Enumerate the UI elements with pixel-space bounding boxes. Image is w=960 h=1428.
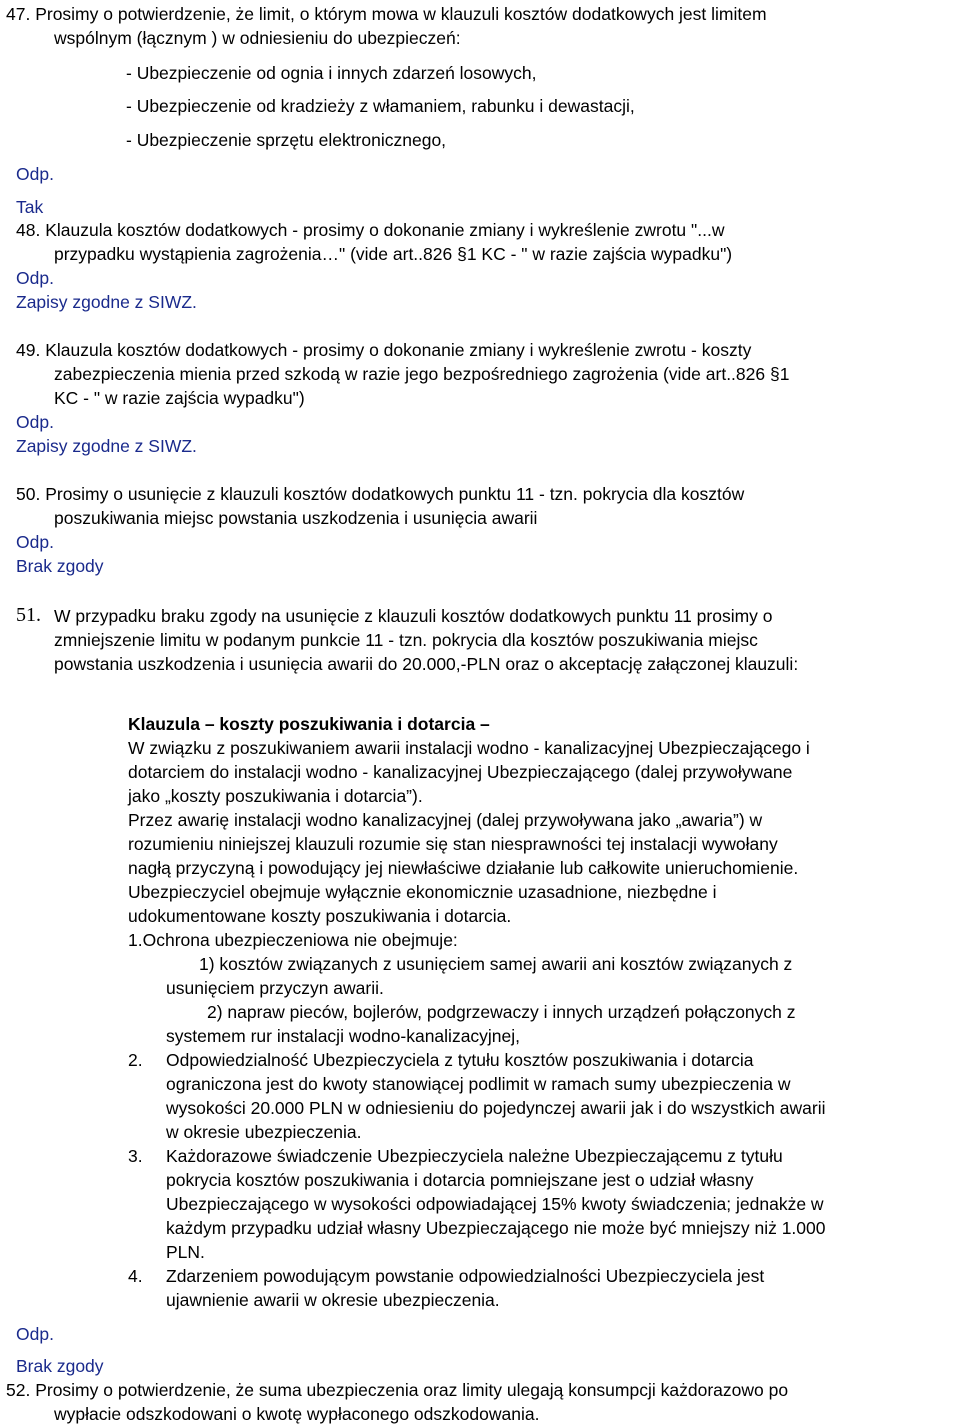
clause-line: rozumieniu niniejszej klauzuli rozumie się stan niesprawności tej instalacji wywołany xyxy=(128,834,778,854)
q47-item-2: - Ubezpieczenie od kradzieży z włamaniem, rabunku i dewastacji, xyxy=(126,96,635,116)
clause-line: nagłą przyczyną i powodujący jej niewłaściwe działanie lub całkowite unieruchomienie. xyxy=(128,858,799,878)
q48-line2: przypadku wystąpienia zagrożenia…" (vide art..826 §1 KC - " w razie zajścia wypadku") xyxy=(54,244,733,264)
q48-answer: Zapisy zgodne z SIWZ. xyxy=(16,292,197,312)
clause-list-number: 4. xyxy=(128,1266,143,1286)
clause-line: Ubezpieczyciel obejmuje wyłącznie ekonomicznie uzasadnione, niezbędne i xyxy=(128,882,717,902)
q47-line1: 47. Prosimy o potwierdzenie, że limit, o którym mowa w klauzuli kosztów dodatkowych jest limitem xyxy=(6,4,767,24)
q51-number: 51. xyxy=(16,604,41,626)
q49-line2: zabezpieczenia mienia przed szkodą w razie jego bezpośredniego zagrożenia (vide art..826 §1 xyxy=(54,364,790,384)
q47-odp-label: Odp. xyxy=(16,164,54,184)
clause-line: jako „koszty poszukiwania i dotarcia”). xyxy=(128,786,423,806)
clause-line: wysokości 20.000 PLN w odniesieniu do pojedynczej awarii jak i do wszystkich awarii xyxy=(166,1098,826,1118)
clause-line: Każdorazowe świadczenie Ubezpieczyciela należne Ubezpieczającemu z tytułu xyxy=(166,1146,783,1166)
q48-odp-label: Odp. xyxy=(16,268,54,288)
q52-line1: 52. Prosimy o potwierdzenie, że suma ubezpieczenia oraz limity ulegają konsumpcji każdorazowo po xyxy=(6,1380,789,1400)
clause-line: 2) napraw pieców, bojlerów, podgrzewaczy i innych urządzeń połączonych z xyxy=(207,1002,796,1022)
q49-odp-label: Odp. xyxy=(16,412,54,432)
clause-line: w okresie ubezpieczenia. xyxy=(166,1122,362,1142)
clause-line: Zdarzeniem powodującym powstanie odpowiedzialności Ubezpieczyciela jest xyxy=(166,1266,765,1286)
q50-answer: Brak zgody xyxy=(16,556,104,576)
q47-item-3: - Ubezpieczenie sprzętu elektronicznego, xyxy=(126,130,447,150)
clause-line: ograniczona jest do kwoty stanowiącej podlimit w ramach sumy ubezpieczenia w xyxy=(166,1074,791,1094)
clause-line: 1) kosztów związanych z usunięciem samej awarii ani kosztów związanych z xyxy=(199,954,793,974)
clause-line: 1.Ochrona ubezpieczeniowa nie obejmuje: xyxy=(128,930,458,950)
q52-line2: wypłacie odszkodowani o kwotę wypłaconego odszkodowania. xyxy=(54,1404,540,1424)
clause-line: W związku z poszukiwaniem awarii instalacji wodno - kanalizacyjnej Ubezpieczającego i xyxy=(128,738,810,758)
q49-line1: 49. Klauzula kosztów dodatkowych - prosimy o dokonanie zmiany i wykreślenie zwrotu - koszty xyxy=(16,340,752,360)
q47-answer: Tak xyxy=(16,197,44,217)
clause-list-number: 3. xyxy=(128,1146,143,1166)
q51-line3: powstania uszkodzenia i usunięcia awarii do 20.000,-PLN oraz o akceptację załączonej klauzuli: xyxy=(54,654,799,674)
q47-item-1: - Ubezpieczenie od ognia i innych zdarzeń losowych, xyxy=(126,63,537,83)
q51-line1: W przypadku braku zgody na usunięcie z klauzuli kosztów dodatkowych punktu 11 prosimy o xyxy=(54,606,773,626)
q49-answer: Zapisy zgodne z SIWZ. xyxy=(16,436,197,456)
q50-line2: poszukiwania miejsc powstania uszkodzenia i usunięcia awarii xyxy=(54,508,538,528)
clause-line: usunięciem przyczyn awarii. xyxy=(166,978,384,998)
clause-line: Odpowiedzialność Ubezpieczyciela z tytułu kosztów poszukiwania i dotarcia xyxy=(166,1050,754,1070)
q47-line2: wspólnym (łącznym ) w odniesieniu do ubezpieczeń: xyxy=(54,28,461,48)
q48-line1: 48. Klauzula kosztów dodatkowych - prosimy o dokonanie zmiany i wykreślenie zwrotu "...w xyxy=(16,220,725,240)
clause-list-number: 2. xyxy=(128,1050,143,1070)
clause-line: dotarciem do instalacji wodno - kanalizacyjnej Ubezpieczającego (dalej przywoływane xyxy=(128,762,793,782)
q51-line2: zmniejszenie limitu w podanym punkcie 11 - tzn. pokrycia dla kosztów poszukiwania miejsc xyxy=(54,630,758,650)
clause-line: udokumentowane koszty poszukiwania i dotarcia. xyxy=(128,906,512,926)
q49-line3: KC - " w razie zajścia wypadku") xyxy=(54,388,305,408)
q50-line1: 50. Prosimy o usunięcie z klauzuli kosztów dodatkowych punktu 11 - tzn. pokrycia dla kosztów xyxy=(16,484,745,504)
q50-odp-label: Odp. xyxy=(16,532,54,552)
clause-title: Klauzula – koszty poszukiwania i dotarcia – xyxy=(128,714,490,734)
clause-line: Przez awarię instalacji wodno kanalizacyjnej (dalej przywoływana jako „awaria”) w xyxy=(128,810,763,830)
clause-odp-label: Odp. xyxy=(16,1324,54,1344)
clause-line: ujawnienie awarii w okresie ubezpieczenia. xyxy=(166,1290,500,1310)
clause-line: Ubezpieczającego w wysokości odpowiadającej 15% kwoty świadczenia; jednakże w xyxy=(166,1194,824,1214)
clause-line: pokrycia kosztów poszukiwania i dotarcia pomniejszane jest o udział własny xyxy=(166,1170,754,1190)
clause-line: każdym przypadku udział własny Ubezpieczającego nie może być mniejszy niż 1.000 xyxy=(166,1218,826,1238)
clause-answer: Brak zgody xyxy=(16,1356,104,1376)
clause-line: systemem rur instalacji wodno-kanalizacyjnej, xyxy=(166,1026,521,1046)
clause-line: PLN. xyxy=(166,1242,205,1262)
